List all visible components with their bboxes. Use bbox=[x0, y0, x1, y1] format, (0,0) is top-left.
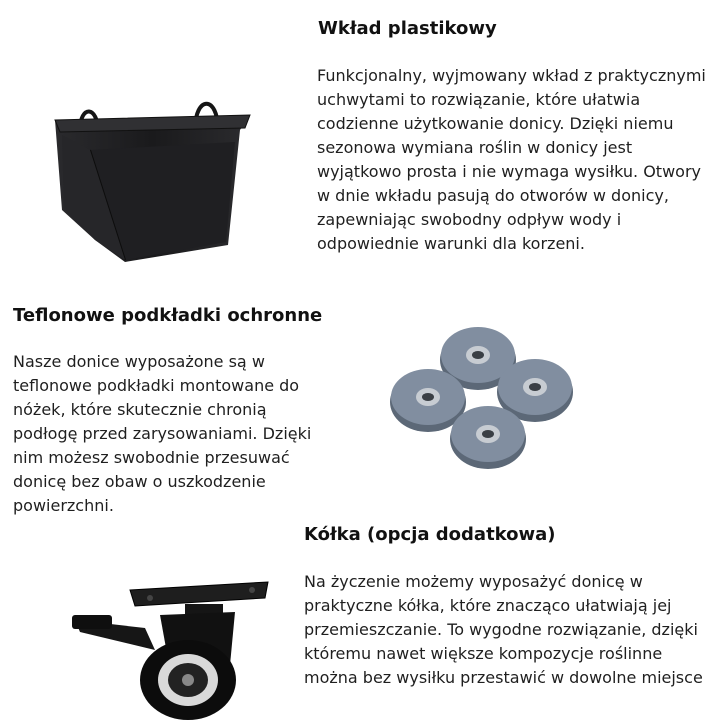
section-text-casters: Na życzenie możemy wyposażyć donicę w praktyczne kółka, które znacząco ułatwiają jej przemieszczanie. To wygodne rozwiązanie, dzięki któremu nawet większe kompozycje roślinne można bez wysiłku przestawić w dowolne miejsce bbox=[304, 572, 703, 687]
pad-bottom bbox=[450, 406, 526, 469]
section-title-insert: Wkład plastikowy bbox=[318, 18, 497, 39]
caster-wheel-image bbox=[60, 570, 275, 720]
section-text-insert: Funkcjonalny, wyjmowany wkład z praktycznymi uchwytami to rozwiązanie, które ułatwia codzienne użytkowanie donicy. Dzięki niemu sezonowa wymiana roślin w donicy jest wyjątkowo prosta i nie wymaga wysiłku. Otwory w dnie wkładu pasują do otworów w donicy, zapewniając swobodny odpływ wody i odpowiednie warunki dla korzeni. bbox=[317, 66, 706, 253]
plastic-insert-image bbox=[50, 90, 270, 270]
section-text-pads: Nasze donice wyposażone są w teflonowe podkładki montowane do nóżek, które skutecznie chronią podłogę przed zarysowaniami. Dzięki nim możesz swobodnie przesuwać donicę bez obaw o uszkodzenie powierzchni. bbox=[13, 352, 312, 515]
teflon-pads-image bbox=[385, 325, 575, 475]
section-title-pads: Teflonowe podkładki ochronne bbox=[13, 305, 323, 326]
section-title-casters: Kółka (opcja dodatkowa) bbox=[304, 524, 556, 545]
